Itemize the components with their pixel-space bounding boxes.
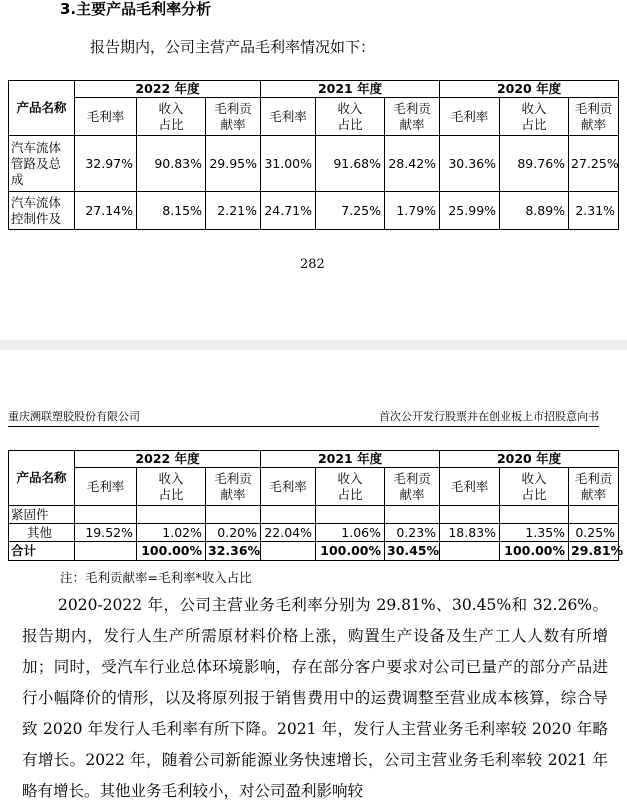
header-contribution: 毛利贡 献率 (569, 468, 619, 506)
cell-value (261, 542, 316, 561)
cell-value: 89.76% (500, 136, 569, 192)
header-rule (8, 426, 599, 427)
cell-value: 1.79% (385, 192, 440, 230)
gross-margin-table-part1 (8, 80, 619, 230)
header-contribution: 毛利贡 献率 (569, 98, 619, 136)
header-product-name: 产品名称 (9, 81, 75, 136)
cell-value: 29.95% (206, 136, 261, 192)
header-year-2020: 2020 年度 (440, 81, 619, 98)
table-row (9, 136, 619, 192)
table-row-total (9, 542, 619, 561)
header-gross-margin: 毛利率 (440, 468, 500, 506)
cell-value: 29.81% (569, 542, 619, 561)
header-revenue-share: 收入 占比 (316, 468, 385, 506)
cell-value: 100.00% (500, 542, 569, 561)
row-product-name: 合计 (9, 542, 75, 561)
header-revenue-share: 收入 占比 (137, 468, 206, 506)
table-footnote: 注：毛利贡献率=毛利率*收入占比 (60, 570, 252, 585)
header-year-2021: 2021 年度 (261, 451, 440, 468)
table-row (9, 506, 619, 524)
cell-value: 32.36% (206, 542, 261, 561)
cell-value: 27.25% (569, 136, 619, 192)
cell-value: 2.31% (569, 192, 619, 230)
header-product-name: 产品名称 (9, 451, 75, 506)
cell-value: 19.52% (75, 524, 137, 542)
row-product-name: 其他 (9, 524, 75, 542)
header-year-2022: 2022 年度 (75, 81, 261, 98)
cell-value: 0.23% (385, 524, 440, 542)
cell-value: 30.45% (385, 542, 440, 561)
cell-value: 7.25% (316, 192, 385, 230)
header-year-2021: 2021 年度 (261, 81, 440, 98)
cell-value: 18.83% (440, 524, 500, 542)
cell-value: 1.02% (137, 524, 206, 542)
cell-value: 24.71% (261, 192, 316, 230)
cell-value: 0.20% (206, 524, 261, 542)
cell-value: 2.21% (206, 192, 261, 230)
header-gross-margin: 毛利率 (261, 98, 316, 136)
table-row (9, 192, 619, 230)
row-product-name: 汽车流体控制件及 (9, 192, 75, 230)
body-paragraph (22, 590, 608, 807)
header-contribution: 毛利贡 献率 (206, 98, 261, 136)
cell-value: 1.35% (500, 524, 569, 542)
page-separator (0, 340, 627, 350)
cell-value: 8.15% (137, 192, 206, 230)
document-page-282 (0, 0, 627, 340)
cell-value: 27.14% (75, 192, 137, 230)
header-document-title: 首次公开发行股票并在创业板上市招股意向书 (379, 410, 599, 423)
header-gross-margin: 毛利率 (261, 468, 316, 506)
header-revenue-share: 收入 占比 (500, 98, 569, 136)
cell-value: 100.00% (316, 542, 385, 561)
cell-value: 25.99% (440, 192, 500, 230)
gross-margin-table-part2 (8, 450, 624, 561)
header-company-name: 重庆溯联塑胶股份有限公司 (8, 410, 140, 423)
paragraph-text: 2020-2022 年，公司主营业务毛利率分别为 29.81%、30.45%和 32.26%。报告期内，发行人生产所需原材料价格上涨，购置生产设备及生产工人人数有所增加；同时，受汽车行业总体环境影响，存在部分客户要求对公司已量产的部分产品进行小幅降价的情形，以及将原列报于销售费用中的运费调整至营业成本核算，综合导致 2020 年发行人毛利率有所下降。2021 年，发行人主营业务毛利率较 2020 年略有增长。2022 年，随着公司新能源业务快速增长，公司主营业务毛利率较 2021 年略有增长。其他业务毛利较小，对公司盈利影响较 (22, 596, 608, 800)
cell-value: 0.25% (569, 524, 619, 542)
page-number: 282 (300, 257, 325, 272)
row-product-name: 汽车流体管路及总成 (9, 136, 75, 192)
header-contribution: 毛利贡 献率 (385, 468, 440, 506)
cell-value: 22.04% (261, 524, 316, 542)
cell-value: 91.68% (316, 136, 385, 192)
cell-value (75, 542, 137, 561)
cell-value: 28.42% (385, 136, 440, 192)
intro-text: 报告期内，公司主营产品毛利率情况如下： (90, 38, 376, 56)
row-product-name: 紧固件 (9, 506, 75, 524)
header-contribution: 毛利贡 献率 (385, 98, 440, 136)
cell-value: 100.00% (137, 542, 206, 561)
header-year-2022: 2022 年度 (75, 451, 261, 468)
cell-value (440, 542, 500, 561)
cell-value: 30.36% (440, 136, 500, 192)
header-year-2020: 2020 年度 (440, 451, 619, 468)
header-revenue-share: 收入 占比 (137, 98, 206, 136)
header-revenue-share: 收入 占比 (316, 98, 385, 136)
cell-value: 32.97% (75, 136, 137, 192)
cell-value: 1.06% (316, 524, 385, 542)
header-contribution: 毛利贡 献率 (206, 468, 261, 506)
header-gross-margin: 毛利率 (75, 468, 137, 506)
header-revenue-share: 收入 占比 (500, 468, 569, 506)
table-row (9, 524, 619, 542)
section-heading: 3.主要产品毛利率分析 (60, 0, 212, 18)
document-page-283 (0, 350, 627, 808)
header-gross-margin: 毛利率 (75, 98, 137, 136)
cell-value: 8.89% (500, 192, 569, 230)
header-gross-margin: 毛利率 (440, 98, 500, 136)
cell-value: 31.00% (261, 136, 316, 192)
cell-value: 90.83% (137, 136, 206, 192)
